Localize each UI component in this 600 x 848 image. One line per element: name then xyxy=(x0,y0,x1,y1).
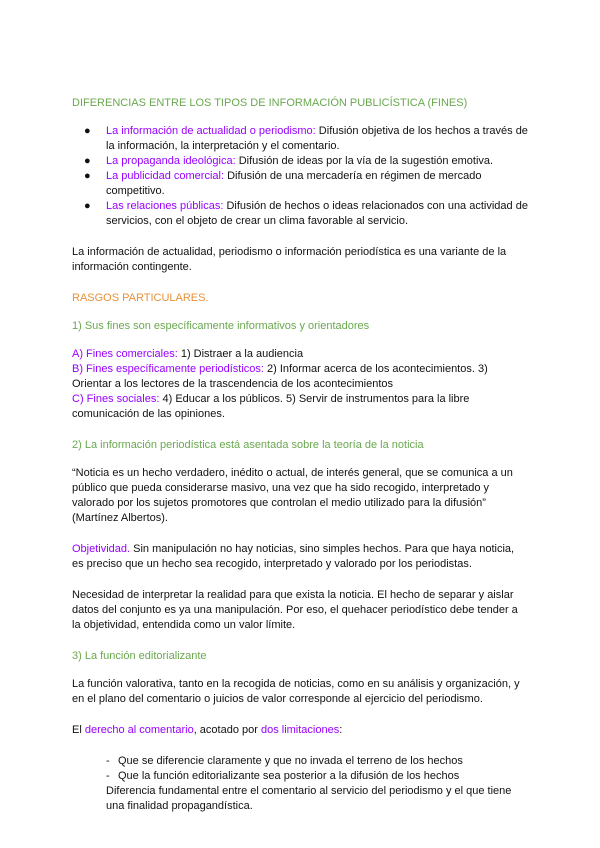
bullet-text: Difusión de ideas por la vía de la sugestión emotiva. xyxy=(235,155,494,167)
list-item xyxy=(72,392,528,422)
fines-text: 1) Distraer a la audiencia xyxy=(177,348,304,360)
list-item xyxy=(106,754,528,769)
list-item xyxy=(84,199,528,229)
list-item xyxy=(72,362,528,392)
fines-term: C) Fines sociales: xyxy=(72,393,160,405)
objetividad-paragraph xyxy=(72,542,528,572)
rasgos-heading: RASGOS PARTICULARES. xyxy=(72,292,209,304)
document-title: DIFERENCIAS ENTRE LOS TIPOS DE INFORMACIÓN PUBLICÍSTICA (FINES) xyxy=(72,97,468,109)
derecho-mid: , acotado por xyxy=(193,724,261,736)
noticia-quote: “Noticia es un hecho verdadero, inédito o actual, de interés general, que se comunica a un público que pueda considerarse masivo, una vez que ha sido recogido, interpretado y valorado por los sujetos promotores que controlan el medio utilizado para la difusión” (Martínez Albertos). xyxy=(72,467,513,524)
bullet-icon: ● xyxy=(84,170,91,182)
dash-icon: - xyxy=(106,770,110,782)
bullet-term: La propaganda ideológica: xyxy=(106,155,236,167)
bullet-term: Las relaciones públicas: xyxy=(106,200,224,212)
bullet-text: Difusión objetiva de los hechos a través de la información, la interpretación y el comentario. xyxy=(106,125,528,152)
derecho-paragraph xyxy=(72,723,528,738)
fines-list xyxy=(72,347,528,422)
info-types-list xyxy=(72,124,528,229)
fines-text: 2) Informar acerca de los acontecimientos. 3) Orientar a los lectores de la trascendencia de los acontecimientos xyxy=(72,363,488,390)
derecho-term: derecho al comentario xyxy=(84,724,194,736)
fines-text: 4) Educar a los públicos. 5) Servir de instrumentos para la libre comunicación de las opiniones. xyxy=(72,393,470,420)
bullet-term: La publicidad comercial: xyxy=(106,170,225,182)
list-item xyxy=(84,169,528,199)
bullet-text: Difusión de hechos o ideas relacionados con una actividad de servicios, con el objeto de crear un clima favorable al servicio. xyxy=(106,200,528,227)
derecho-post: : xyxy=(339,724,343,736)
section-3-heading: 3) La función editorializante xyxy=(72,650,207,662)
limit-text: Que se diferencie claramente y que no invada el terreno de los hechos xyxy=(118,755,463,767)
fines-term: B) Fines específicamente periodísticos: xyxy=(72,363,264,375)
section-1-heading: 1) Sus fines son específicamente informativos y orientadores xyxy=(72,320,370,332)
bullet-icon: ● xyxy=(84,155,91,167)
limitaciones-term: dos limitaciones xyxy=(260,724,340,736)
dash-icon: - xyxy=(106,755,110,767)
list-item xyxy=(84,124,528,154)
necesidad-paragraph: Necesidad de interpretar la realidad para que exista la noticia. El hecho de separar y aislar datos del conjunto es ya una manipulación. Por eso, el quehacer periodístico debe tender a la objetividad, entendida como un valor límite. xyxy=(72,589,518,631)
section-2-heading: 2) La información periodística está asentada sobre la teoría de la noticia xyxy=(72,439,424,451)
objetividad-text: Sin manipulación no hay noticias, sino simples hechos. Para que haya noticia, es preciso que un hecho sea recogido, interpretado y valorado por los periodistas. xyxy=(72,543,515,570)
bullet-term: La información de actualidad o periodismo: xyxy=(106,125,316,137)
derecho-pre: El xyxy=(72,724,85,736)
fines-term: A) Fines comerciales: xyxy=(72,348,178,360)
funcion-paragraph: La función valorativa, tanto en la recogida de noticias, como en su análisis y organización, y en el plano del comentario o juicios de valor corresponde al ejercicio del periodismo. xyxy=(72,678,520,705)
objetividad-term: Objetividad. xyxy=(72,543,131,555)
list-item xyxy=(106,769,528,784)
list-item xyxy=(84,154,528,169)
bullet-icon: ● xyxy=(84,125,91,137)
limit-text: Que la función editorializante sea posterior a la difusión de los hechos xyxy=(118,770,460,782)
list-item xyxy=(72,347,528,362)
limitaciones-list xyxy=(106,754,528,814)
bullet-text: Difusión de una mercadería en régimen de mercado competitivo. xyxy=(106,170,482,197)
bullet-icon: ● xyxy=(84,200,91,212)
closing-text: Diferencia fundamental entre el comentario al servicio del periodismo y el que tiene una finalidad propagandística. xyxy=(106,785,512,812)
intro-paragraph: La información de actualidad, periodismo o información periodística es una variante de la información contingente. xyxy=(72,246,507,273)
